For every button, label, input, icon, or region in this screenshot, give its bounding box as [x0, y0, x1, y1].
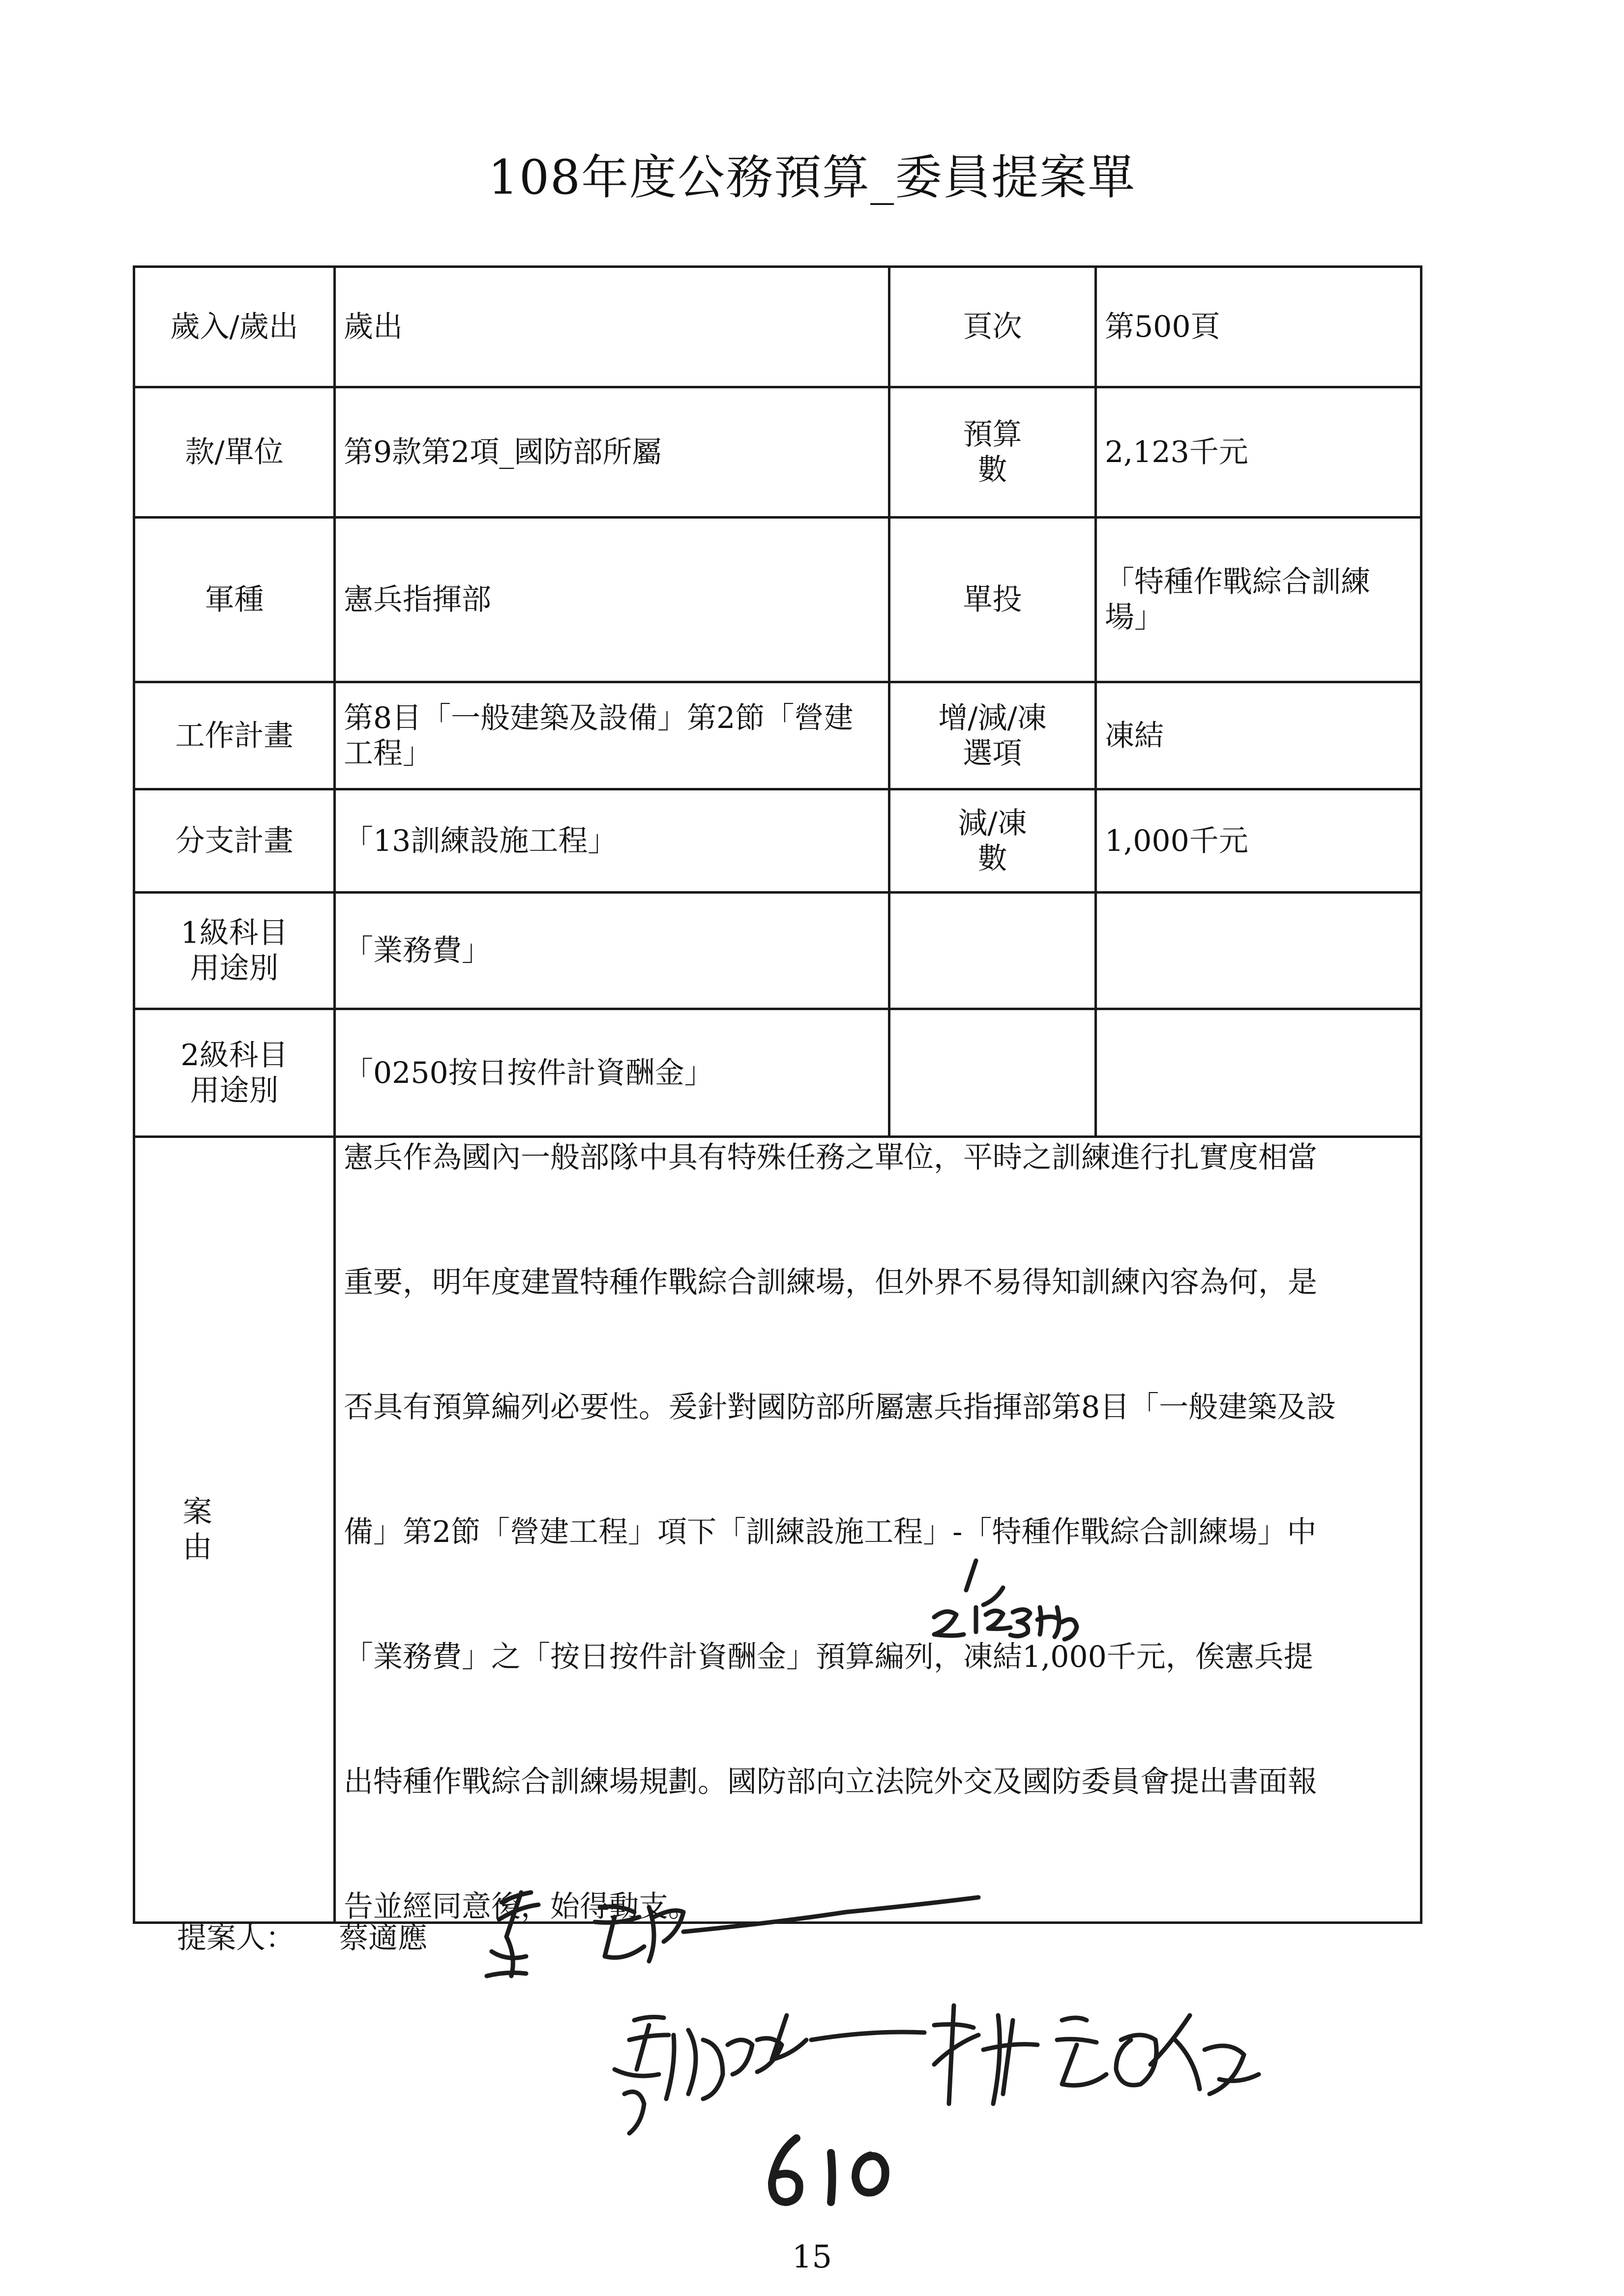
service-branch-label: 軍種	[134, 518, 335, 682]
level1-item-label-line2: 用途別	[190, 951, 279, 986]
signature-cosigner-1	[615, 2015, 924, 2133]
reason-line-2: 重要，明年度建置特種作戰綜合訓練場，但外界不易得知訓練內容為何，是	[344, 1265, 1317, 1300]
reason-line-6: 出特種作戰綜合訓練場規劃。國防部向立法院外交及國防委員會提出書面報	[344, 1765, 1317, 1799]
action-option-value: 凍結	[1096, 682, 1421, 789]
proposer-label: 提案人：	[177, 1921, 295, 1955]
handwritten-correction-note	[934, 1561, 1077, 1639]
handwritten-stamp-number	[772, 2138, 886, 2202]
level2-item-value: 「0250按日按件計資酬金」	[335, 1009, 889, 1137]
signature-proposer	[487, 1892, 978, 1976]
budget-amount-value: 2,123千元	[1096, 387, 1421, 518]
action-option-label-line2: 選項	[963, 736, 1022, 771]
page-ref-label: 頁次	[889, 267, 1096, 387]
branch-plan-label: 分支計畫	[134, 789, 335, 893]
level2-item-label-line2: 用途別	[190, 1073, 279, 1108]
reduce-freeze-amount-label-line1: 減/凍	[958, 806, 1027, 841]
branch-plan-value: 「13訓練設施工程」	[335, 789, 889, 893]
proposer-name: 蔡適應	[339, 1921, 428, 1955]
unit-item-value-line2: 場」	[1105, 600, 1164, 635]
unit-item-value-line1: 「特種作戰綜合訓練	[1105, 565, 1370, 599]
reason-line-4: 備」第2節「營建工程」項下「訓練設施工程」-「特種作戰綜合訓練場」中	[344, 1515, 1317, 1549]
signature-cosigner-2	[934, 2005, 1259, 2104]
revenue-expense-label: 歲入/歲出	[134, 267, 335, 387]
level1-item-label-line1: 1級科目	[180, 916, 288, 950]
budget-amount-label-line2: 數	[977, 453, 1007, 487]
revenue-expense-value: 歲出	[335, 267, 889, 387]
level1-item-value: 「業務費」	[335, 893, 889, 1009]
reason-line-5: 「業務費」之「按日按件計資酬金」預算編列，凍結1,000千元，俟憲兵提	[344, 1640, 1313, 1674]
page-ref-value: 第500頁	[1096, 267, 1421, 387]
reason-label: 案由	[134, 1137, 335, 1923]
reduce-freeze-amount-value: 1,000千元	[1096, 789, 1421, 893]
section-unit-value: 第9款第2項_國防部所屬	[335, 387, 889, 518]
section-unit-label: 款/單位	[134, 387, 335, 518]
budget-amount-label-line1: 預算	[963, 417, 1022, 452]
reduce-freeze-amount-label-line2: 數	[977, 841, 1007, 876]
work-plan-value-line1: 第8目「一般建築及設備」第2節「營建	[344, 700, 854, 735]
reason-line-7: 告並經同意後，始得動支。	[344, 1889, 698, 1924]
reason-line-3: 否具有預算編列必要性。爰針對國防部所屬憲兵指揮部第8目「一般建築及設	[344, 1390, 1336, 1424]
service-branch-value: 憲兵指揮部	[335, 518, 889, 682]
page-title: 108年度公務預算_委員提案單	[488, 150, 1136, 205]
work-plan-label: 工作計畫	[134, 682, 335, 789]
action-option-label-line1: 增/減/凍	[938, 700, 1047, 735]
level2-item-label-line1: 2級科目	[180, 1038, 288, 1073]
reason-line-1: 憲兵作為國內一般部隊中具有特殊任務之單位，平時之訓練進行扎實度相當	[344, 1140, 1317, 1175]
unit-item-label: 單投	[889, 518, 1096, 682]
work-plan-value-line2: 工程」	[344, 736, 432, 771]
page-number: 15	[792, 2239, 832, 2275]
